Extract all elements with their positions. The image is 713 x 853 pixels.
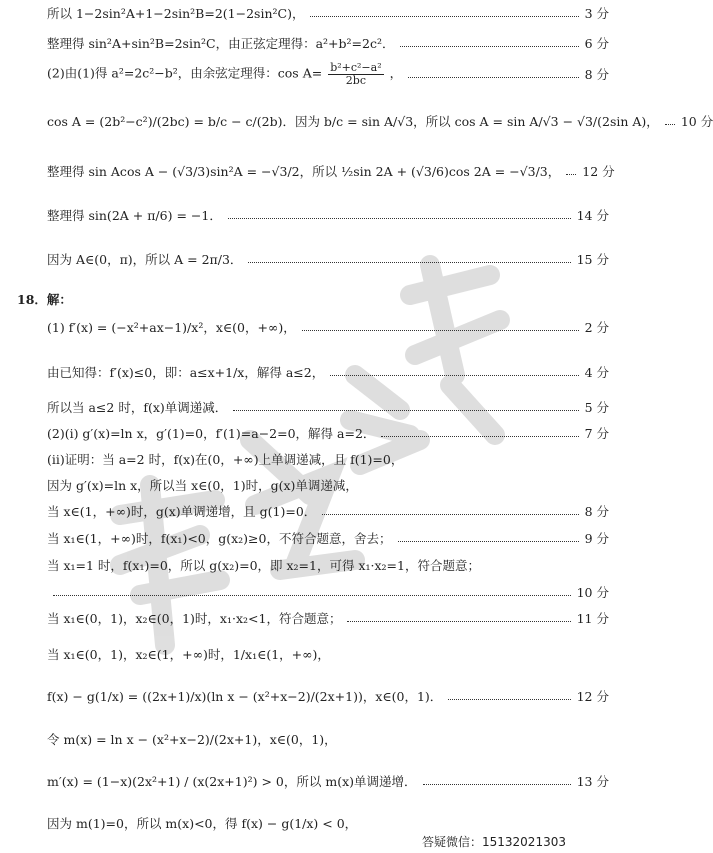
score: 6 分: [584, 36, 609, 51]
solution-line: [47, 4, 609, 22]
solution-line: [47, 556, 609, 574]
leader-dots: [381, 430, 578, 437]
line-text: 整理得 sin Acos A − (√3/3)sin²A = −√3/2，所以 ½sin 2A + (√3/6)cos 2A = −√3/3，: [47, 164, 561, 179]
solution-line: [47, 250, 609, 268]
fraction-denominator: 2bc: [345, 73, 366, 87]
solution-line: [47, 583, 609, 601]
score: 10 分: [680, 114, 713, 129]
score: 12 分: [582, 164, 615, 179]
solution-line: [47, 112, 713, 130]
leader-dots: [330, 369, 578, 376]
solution-line: [47, 502, 609, 520]
leader-dots: [233, 404, 578, 411]
line-text: f(x) − g(1/x) = ((2x+1)/x)(ln x − (x²+x−2)/(2x+1))，x∈(0，1)．: [47, 689, 443, 704]
score: 15 分: [576, 252, 609, 267]
solution-line: [47, 609, 609, 627]
question-number: 18．解：: [17, 292, 72, 307]
line-text-post: ，: [389, 65, 403, 81]
watermark-text: 书翻之家: [80, 235, 84, 236]
line-text: [47, 62, 402, 86]
line-text: (1) f′(x) = (−x²+ax−1)/x²，x∈(0，+∞)，: [47, 320, 296, 335]
leader-dots: [566, 168, 576, 175]
score: 8 分: [584, 504, 609, 519]
solution-line: [47, 730, 609, 748]
score: 7 分: [584, 426, 609, 441]
leader-dots: [448, 693, 570, 700]
score: 10 分: [576, 585, 609, 600]
line-text: 因为 m(1)=0，所以 m(x)<0，得 f(x) − g(1/x) < 0，: [47, 816, 358, 831]
leader-dots: [400, 40, 578, 47]
solution-line: [47, 398, 609, 416]
solution-line: [47, 206, 609, 224]
solution-line: [47, 318, 609, 336]
line-text: (ⅱ)证明：当 a=2 时，f(x)在(0，+∞)上单调递减，且 f(1)=0，: [47, 452, 404, 467]
score: 2 分: [584, 320, 609, 335]
solution-line: [47, 529, 609, 547]
leader-dots: [665, 118, 675, 125]
line-text: 由已知得：f′(x)≤0，即：a≤x+1/x，解得 a≤2，: [47, 365, 325, 380]
line-text: 因为 g′(x)=ln x，所以当 x∈(0，1)时，g(x)单调递减，: [47, 478, 358, 493]
solution-line: [47, 450, 609, 468]
solution-line: [47, 687, 609, 705]
line-text: 当 x₁=1 时，f(x₁)=0，所以 g(x₂)=0，即 x₂=1，可得 x₁·x₂=1，符合题意；: [47, 558, 480, 573]
score: 14 分: [576, 208, 609, 223]
line-text: 当 x₁∈(0，1)，x₂∈(0，1)时，x₁·x₂<1，符合题意；: [47, 611, 342, 626]
line-text: 令 m(x) = ln x − (x²+x−2)/(2x+1)，x∈(0，1)，: [47, 732, 337, 747]
leader-dots: [248, 256, 570, 263]
solution-line: [47, 814, 609, 832]
score: 8 分: [584, 67, 609, 83]
line-text: (2)(ⅰ) g′(x)=ln x，g′(1)=0，f′(1)=a−2=0，解得 a=2．: [47, 426, 376, 441]
leader-dots: [310, 10, 578, 17]
score: 4 分: [584, 365, 609, 380]
score: 9 分: [584, 531, 609, 546]
line-text: cos A = (2b²−c²)/(2bc) = b/c − c/(2b)．因为 b/c = sin A/√3，所以 cos A = sin A/√3 − √3/(2sin A)，: [47, 114, 659, 129]
solution-line: [47, 476, 609, 494]
line-text: 所以 1−2sin²A+1−2sin²B=2(1−2sin²C)，: [47, 6, 305, 21]
score: 11 分: [576, 611, 609, 626]
leader-dots: [228, 212, 571, 219]
leader-dots: [347, 615, 570, 622]
solution-line: [47, 62, 609, 86]
solution-line: [47, 424, 609, 442]
line-text: 整理得 sin(2A + π/6) = −1．: [47, 208, 222, 223]
solution-line: [47, 772, 609, 790]
line-text-pre: (2)由(1)得 a²=2c²−b²，由余弦定理得：cos A=: [47, 65, 323, 81]
line-text: 当 x∈(1，+∞)时，g(x)单调递增，且 g(1)=0．: [47, 504, 317, 519]
line-text: m′(x) = (1−x)(2x²+1) / (x(2x+1)²) > 0，所以 m(x)单调递增．: [47, 774, 417, 789]
leader-dots: [302, 324, 579, 331]
score: 12 分: [576, 689, 609, 704]
contact-footer: 答疑微信：15132021303: [422, 835, 566, 849]
leader-dots: [423, 778, 571, 785]
line-text: 因为 A∈(0，π)，所以 A = 2π/3．: [47, 252, 243, 267]
solution-line: [47, 34, 609, 52]
line-text: 当 x₁∈(0，1)，x₂∈(1，+∞)时，1/x₁∈(1，+∞)，: [47, 647, 330, 662]
score: 3 分: [584, 6, 609, 21]
leader-dots: [398, 535, 579, 542]
solution-line: [47, 363, 609, 381]
fraction: [328, 62, 383, 86]
solution-line: [47, 162, 615, 180]
line-text: 当 x₁∈(1，+∞)时，f(x₁)<0，g(x₂)≥0，不符合题意，舍去；: [47, 531, 392, 546]
leader-dots: [322, 508, 578, 515]
fraction-numerator: b²+c²−a²: [330, 61, 382, 74]
score: 5 分: [584, 400, 609, 415]
line-text: 整理得 sin²A+sin²B=2sin²C，由正弦定理得：a²+b²=2c²．: [47, 36, 395, 51]
leader-dots: [408, 71, 578, 78]
score: 13 分: [576, 774, 609, 789]
leader-dots: [53, 589, 571, 596]
line-text: 所以当 a≤2 时，f(x)单调递减．: [47, 400, 228, 415]
solution-line: [47, 645, 609, 663]
